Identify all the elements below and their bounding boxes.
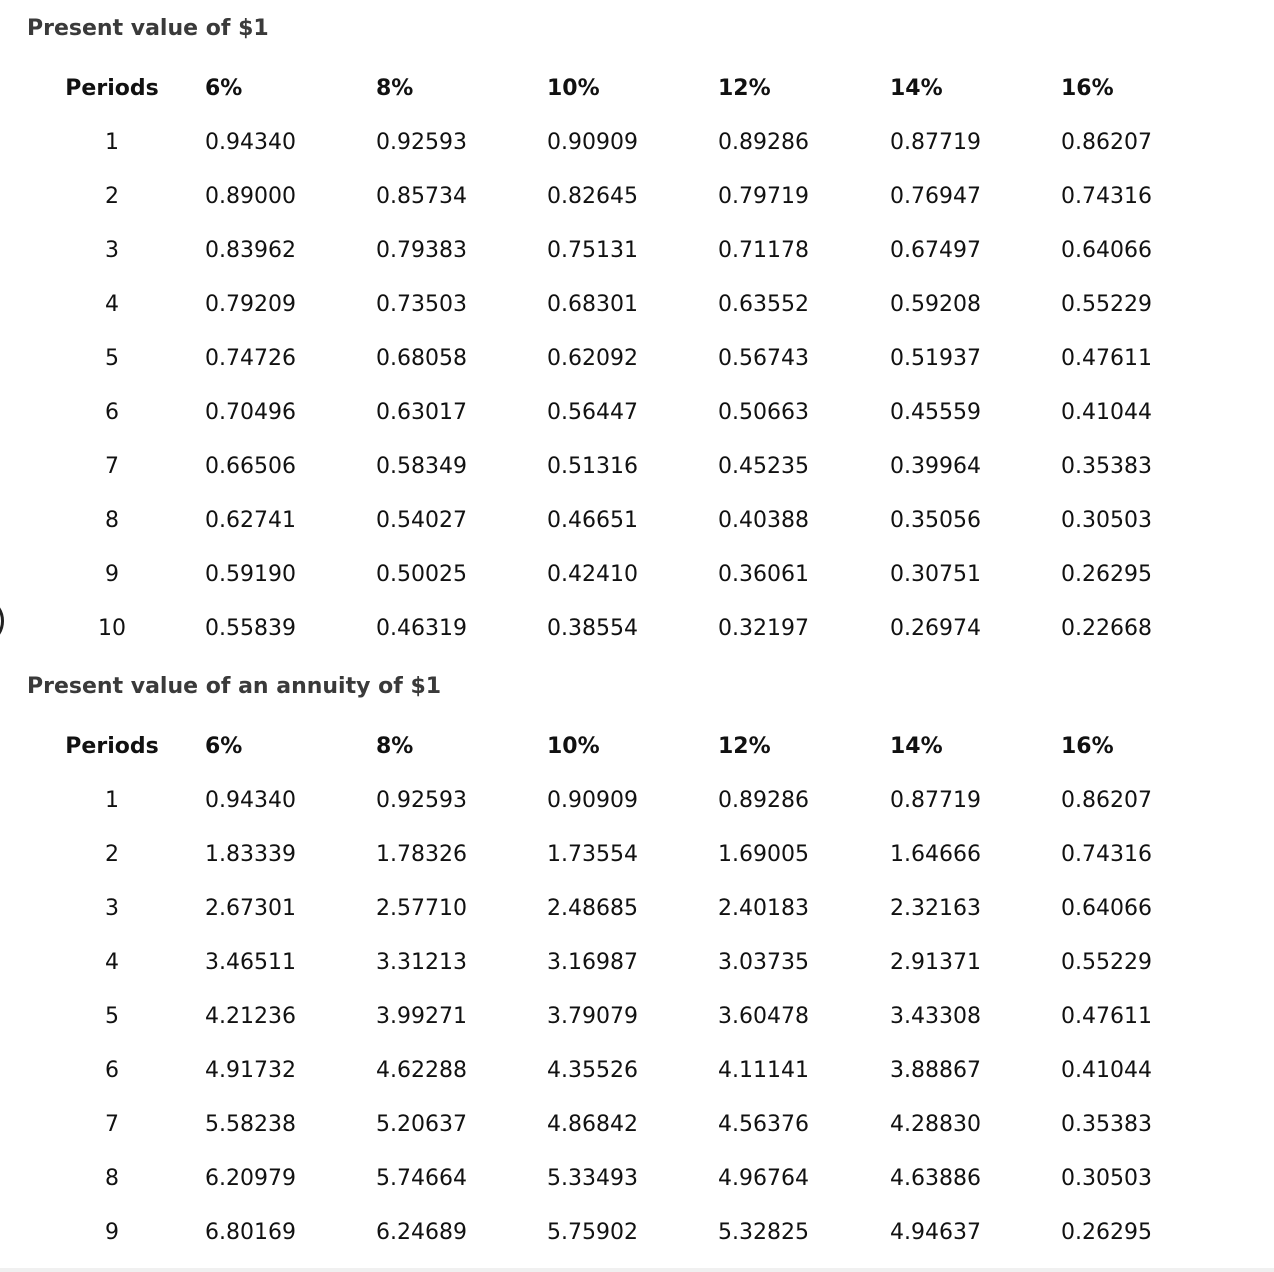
value-cell: 0.74726 xyxy=(205,346,296,371)
table-header-row xyxy=(0,62,1274,116)
value-cell: 2.57710 xyxy=(376,896,467,921)
value-cell: 0.86207 xyxy=(1061,788,1152,813)
table-row xyxy=(0,828,1274,882)
present-value-table xyxy=(0,62,1274,656)
rate-header: 16% xyxy=(1061,76,1114,101)
value-cell: 4.86842 xyxy=(547,1112,638,1137)
value-cell: 0.89000 xyxy=(205,184,296,209)
period-cell: 9 xyxy=(105,1220,119,1245)
value-cell: 0.79209 xyxy=(205,292,296,317)
value-cell: 0.36061 xyxy=(718,562,809,587)
value-cell: 0.68301 xyxy=(547,292,638,317)
rate-header: 16% xyxy=(1061,734,1114,759)
value-cell: 1.78326 xyxy=(376,842,467,867)
value-cell: 0.50663 xyxy=(718,400,809,425)
value-cell: 6.20979 xyxy=(205,1166,296,1191)
table-row xyxy=(0,774,1274,828)
value-cell: 5.58238 xyxy=(205,1112,296,1137)
value-cell: 0.82645 xyxy=(547,184,638,209)
period-cell: 2 xyxy=(105,184,119,209)
value-cell: 3.16987 xyxy=(547,950,638,975)
period-cell: 1 xyxy=(105,130,119,155)
value-cell: 0.35383 xyxy=(1061,1112,1152,1137)
value-cell: 0.47611 xyxy=(1061,1004,1152,1029)
rate-header: 12% xyxy=(718,734,771,759)
table-row xyxy=(0,602,1274,656)
value-cell: 4.62288 xyxy=(376,1058,467,1083)
periods-header: Periods xyxy=(65,76,159,101)
rate-header: 10% xyxy=(547,734,600,759)
value-cell: 0.30503 xyxy=(1061,508,1152,533)
table-row xyxy=(0,1152,1274,1206)
table-row xyxy=(0,1206,1274,1260)
table-row xyxy=(0,882,1274,936)
value-cell: 0.50025 xyxy=(376,562,467,587)
value-cell: 2.91371 xyxy=(890,950,981,975)
period-cell: 3 xyxy=(105,896,119,921)
periods-header: Periods xyxy=(65,734,159,759)
rate-header: 6% xyxy=(205,734,243,759)
period-cell: 7 xyxy=(105,454,119,479)
table-row xyxy=(0,170,1274,224)
value-cell: 3.79079 xyxy=(547,1004,638,1029)
rate-header: 6% xyxy=(205,76,243,101)
value-cell: 0.74316 xyxy=(1061,184,1152,209)
value-cell: 0.89286 xyxy=(718,130,809,155)
period-cell: 9 xyxy=(105,562,119,587)
value-cell: 4.91732 xyxy=(205,1058,296,1083)
value-cell: 0.51316 xyxy=(547,454,638,479)
value-cell: 0.68058 xyxy=(376,346,467,371)
value-cell: 0.22668 xyxy=(1061,616,1152,641)
value-cell: 0.66506 xyxy=(205,454,296,479)
table-row xyxy=(0,440,1274,494)
value-cell: 0.90909 xyxy=(547,130,638,155)
value-cell: 3.43308 xyxy=(890,1004,981,1029)
value-cell: 3.46511 xyxy=(205,950,296,975)
value-cell: 0.67497 xyxy=(890,238,981,263)
value-cell: 4.56376 xyxy=(718,1112,809,1137)
value-cell: 0.75131 xyxy=(547,238,638,263)
value-cell: 0.59190 xyxy=(205,562,296,587)
value-cell: 0.45235 xyxy=(718,454,809,479)
value-cell: 0.46319 xyxy=(376,616,467,641)
value-cell: 2.67301 xyxy=(205,896,296,921)
value-cell: 0.64066 xyxy=(1061,896,1152,921)
present-value-title: Present value of $1 xyxy=(27,16,269,41)
value-cell: 0.40388 xyxy=(718,508,809,533)
value-cell: 0.87719 xyxy=(890,130,981,155)
value-cell: 0.94340 xyxy=(205,788,296,813)
value-cell: 0.89286 xyxy=(718,788,809,813)
value-cell: 0.85734 xyxy=(376,184,467,209)
value-cell: 3.60478 xyxy=(718,1004,809,1029)
rate-header: 14% xyxy=(890,76,943,101)
value-cell: 0.79383 xyxy=(376,238,467,263)
value-cell: 0.42410 xyxy=(547,562,638,587)
value-cell: 0.90909 xyxy=(547,788,638,813)
value-cell: 5.20637 xyxy=(376,1112,467,1137)
period-cell: 8 xyxy=(105,508,119,533)
value-cell: 0.56447 xyxy=(547,400,638,425)
value-cell: 0.55229 xyxy=(1061,950,1152,975)
value-cell: 0.51937 xyxy=(890,346,981,371)
value-cell: 0.55839 xyxy=(205,616,296,641)
table-row xyxy=(0,1044,1274,1098)
value-cell: 0.94340 xyxy=(205,130,296,155)
value-cell: 1.69005 xyxy=(718,842,809,867)
period-cell: 2 xyxy=(105,842,119,867)
value-cell: 0.56743 xyxy=(718,346,809,371)
value-cell: 0.59208 xyxy=(890,292,981,317)
value-cell: 5.75902 xyxy=(547,1220,638,1245)
table-row xyxy=(0,1098,1274,1152)
rate-header: 10% xyxy=(547,76,600,101)
table-row xyxy=(0,494,1274,548)
value-cell: 5.74664 xyxy=(376,1166,467,1191)
rate-header: 8% xyxy=(376,76,414,101)
value-cell: 3.99271 xyxy=(376,1004,467,1029)
annuity-table xyxy=(0,720,1274,1260)
value-cell: 6.80169 xyxy=(205,1220,296,1245)
value-cell: 6.24689 xyxy=(376,1220,467,1245)
value-cell: 0.26295 xyxy=(1061,1220,1152,1245)
value-cell: 0.30751 xyxy=(890,562,981,587)
value-cell: 2.48685 xyxy=(547,896,638,921)
value-cell: 0.54027 xyxy=(376,508,467,533)
value-cell: 5.33493 xyxy=(547,1166,638,1191)
period-cell: 1 xyxy=(105,788,119,813)
table-row xyxy=(0,224,1274,278)
value-cell: 3.88867 xyxy=(890,1058,981,1083)
value-cell: 4.96764 xyxy=(718,1166,809,1191)
value-cell: 0.63017 xyxy=(376,400,467,425)
table-row xyxy=(0,386,1274,440)
value-cell: 0.38554 xyxy=(547,616,638,641)
value-cell: 0.62092 xyxy=(547,346,638,371)
table-row xyxy=(0,936,1274,990)
value-cell: 0.71178 xyxy=(718,238,809,263)
value-cell: 0.74316 xyxy=(1061,842,1152,867)
value-cell: 0.62741 xyxy=(205,508,296,533)
table-row xyxy=(0,990,1274,1044)
value-cell: 0.79719 xyxy=(718,184,809,209)
period-cell: 4 xyxy=(105,292,119,317)
value-cell: 4.94637 xyxy=(890,1220,981,1245)
value-cell: 0.58349 xyxy=(376,454,467,479)
value-cell: 0.26295 xyxy=(1061,562,1152,587)
period-cell: 8 xyxy=(105,1166,119,1191)
period-cell: 5 xyxy=(105,1004,119,1029)
value-cell: 4.63886 xyxy=(890,1166,981,1191)
value-cell: 4.35526 xyxy=(547,1058,638,1083)
value-cell: 0.92593 xyxy=(376,130,467,155)
value-cell: 2.40183 xyxy=(718,896,809,921)
rate-header: 8% xyxy=(376,734,414,759)
value-cell: 1.83339 xyxy=(205,842,296,867)
value-cell: 3.31213 xyxy=(376,950,467,975)
value-cell: 0.45559 xyxy=(890,400,981,425)
period-cell: 10 xyxy=(98,616,126,641)
value-cell: 0.64066 xyxy=(1061,238,1152,263)
value-cell: 0.30503 xyxy=(1061,1166,1152,1191)
value-cell: 0.41044 xyxy=(1061,400,1152,425)
value-cell: 0.55229 xyxy=(1061,292,1152,317)
value-cell: 3.03735 xyxy=(718,950,809,975)
value-cell: 0.70496 xyxy=(205,400,296,425)
bottom-divider xyxy=(0,1268,1274,1272)
table-row xyxy=(0,278,1274,332)
period-cell: 5 xyxy=(105,346,119,371)
value-cell: 0.83962 xyxy=(205,238,296,263)
value-cell: 0.35383 xyxy=(1061,454,1152,479)
annuity-title: Present value of an annuity of $1 xyxy=(27,674,442,699)
value-cell: 1.64666 xyxy=(890,842,981,867)
period-cell: 7 xyxy=(105,1112,119,1137)
value-cell: 0.87719 xyxy=(890,788,981,813)
value-cell: 0.76947 xyxy=(890,184,981,209)
table-row xyxy=(0,332,1274,386)
table-row xyxy=(0,116,1274,170)
period-cell: 6 xyxy=(105,400,119,425)
value-cell: 4.28830 xyxy=(890,1112,981,1137)
value-cell: 0.86207 xyxy=(1061,130,1152,155)
value-cell: 0.63552 xyxy=(718,292,809,317)
table-header-row xyxy=(0,720,1274,774)
value-cell: 0.46651 xyxy=(547,508,638,533)
value-cell: 1.73554 xyxy=(547,842,638,867)
value-cell: 0.39964 xyxy=(890,454,981,479)
rate-header: 12% xyxy=(718,76,771,101)
period-cell: 4 xyxy=(105,950,119,975)
value-cell: 0.35056 xyxy=(890,508,981,533)
period-cell: 3 xyxy=(105,238,119,263)
value-cell: 2.32163 xyxy=(890,896,981,921)
value-cell: 4.21236 xyxy=(205,1004,296,1029)
rate-header: 14% xyxy=(890,734,943,759)
table-row xyxy=(0,548,1274,602)
value-cell: 0.73503 xyxy=(376,292,467,317)
period-cell: 6 xyxy=(105,1058,119,1083)
value-cell: 5.32825 xyxy=(718,1220,809,1245)
value-cell: 0.92593 xyxy=(376,788,467,813)
value-cell: 4.11141 xyxy=(718,1058,809,1083)
value-cell: 0.41044 xyxy=(1061,1058,1152,1083)
value-cell: 0.47611 xyxy=(1061,346,1152,371)
value-cell: 0.26974 xyxy=(890,616,981,641)
value-cell: 0.32197 xyxy=(718,616,809,641)
